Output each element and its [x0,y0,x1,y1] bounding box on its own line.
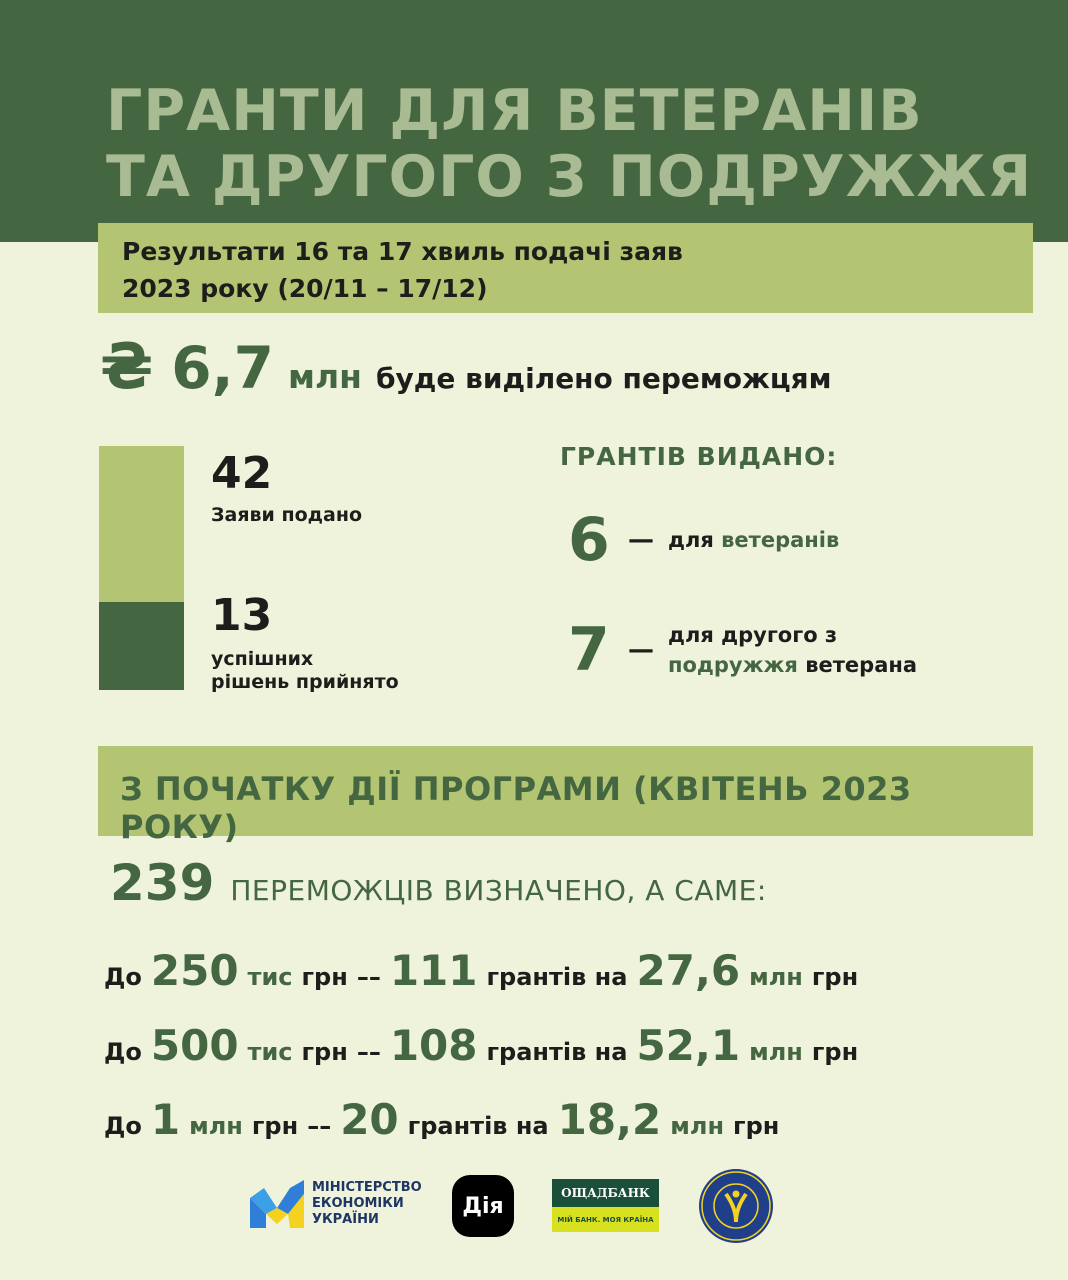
employment-service-emblem-icon [698,1168,774,1244]
tier-prefix: До [104,1112,142,1140]
accepted-stat [211,590,399,694]
grants-veterans-dash: — [628,525,654,555]
tier-row [104,1021,858,1070]
tier-count: 20 [340,1095,399,1144]
winners-number: 239 [110,854,215,912]
grants-spouse-number: 7 [568,615,610,685]
tier-total: 52,1 [636,1021,741,1070]
submitted-number: 42 [211,448,273,499]
title-line-2: ТА ДРУГОГО З ПОДРУЖЖЯ [106,144,1033,210]
oschadbank-logo [552,1179,659,1232]
tier-row [104,946,858,995]
grants-veterans-accent: ветеранів [721,528,840,552]
ministry-line-3: УКРАЇНИ [312,1212,379,1227]
hryvnia-icon: ₴ [100,330,154,403]
ministry-line-1: МІНІСТЕРСТВО [312,1180,422,1195]
tier-mid-text: грантів на [486,963,628,991]
grants-spouse-suffix: ветерана [805,653,918,677]
tier-separator: –– [356,1038,381,1066]
tier-limit-unit: тис [247,1038,293,1066]
total-amount-text: буде виділено переможцям [375,362,832,395]
grants-spouse-accent: подружжя [668,653,798,677]
accepted-label-line-2: рішень прийнято [211,671,399,693]
oschadbank-slogan: МІЙ БАНК. МОЯ КРАЇНА [552,1207,659,1232]
subtitle-line-2: 2023 року (20/11 – 17/12) [122,274,488,303]
tier-currency: грн [251,1112,299,1140]
tier-total-unit: млн [670,1112,725,1140]
subtitle-line-1: Результати 16 та 17 хвиль подачі заяв [122,237,683,266]
tier-prefix: До [104,1038,142,1066]
tier-separator: –– [307,1112,332,1140]
tier-total-unit: млн [749,1038,803,1066]
tier-total: 27,6 [636,946,741,995]
tier-limit: 1 [150,1095,181,1144]
winners-line [110,854,767,912]
tier-currency: грн [301,963,348,991]
tier-total-currency: грн [811,963,859,991]
oschadbank-name: ОЩАДБАНК [552,1179,659,1207]
total-amount-unit: млн [288,357,362,396]
total-amount-value: 6,7 [171,334,275,402]
accepted-bar [99,602,184,690]
page-title [106,78,1032,210]
ministry-m-icon [250,1180,304,1228]
tier-currency: грн [301,1038,348,1066]
grants-veterans-prefix: для [668,528,714,552]
partner-logos [0,1165,1068,1245]
tier-separator: –– [356,963,381,991]
tier-prefix: До [104,963,142,991]
accepted-number: 13 [211,590,273,641]
tier-count: 108 [389,1021,478,1070]
grants-veterans-row [568,505,839,575]
winners-text: ПЕРЕМОЖЦІВ ВИЗНАЧЕНО, А САМЕ: [230,874,767,907]
submitted-label: Заяви подано [211,504,362,526]
tier-row [104,1095,779,1144]
tier-limit-unit: млн [189,1112,243,1140]
tier-total-unit: млн [749,963,803,991]
submitted-stat [211,448,362,527]
grants-spouse-line-1: для другого з [668,623,838,647]
tier-limit: 500 [150,1021,239,1070]
total-amount [100,330,832,410]
subtitle-box [98,223,1033,313]
since-start-title: З ПОЧАТКУ ДІЇ ПРОГРАМИ (КВІТЕНЬ 2023 РОКУ) [98,746,1033,836]
tier-mid-text: грантів на [486,1038,628,1066]
grants-issued-title: ГРАНТІВ ВИДАНО: [560,442,838,471]
tier-total: 18,2 [557,1095,662,1144]
tier-total-currency: грн [733,1112,780,1140]
tier-mid-text: грантів на [407,1112,549,1140]
ministry-line-2: ЕКОНОМІКИ [312,1196,404,1211]
ministry-economy-logo [250,1180,422,1228]
tier-total-currency: грн [811,1038,859,1066]
grants-spouse-row [568,615,917,685]
submitted-bar [99,446,184,602]
tier-limit: 250 [150,946,239,995]
title-line-1: ГРАНТИ ДЛЯ ВЕТЕРАНІВ [106,78,923,144]
tier-limit-unit: тис [247,963,293,991]
grants-veterans-number: 6 [568,505,610,575]
accepted-label-line-1: успішних [211,648,314,670]
tier-count: 111 [389,946,478,995]
grants-spouse-dash: — [628,635,654,665]
diia-logo: Дія [452,1175,514,1237]
